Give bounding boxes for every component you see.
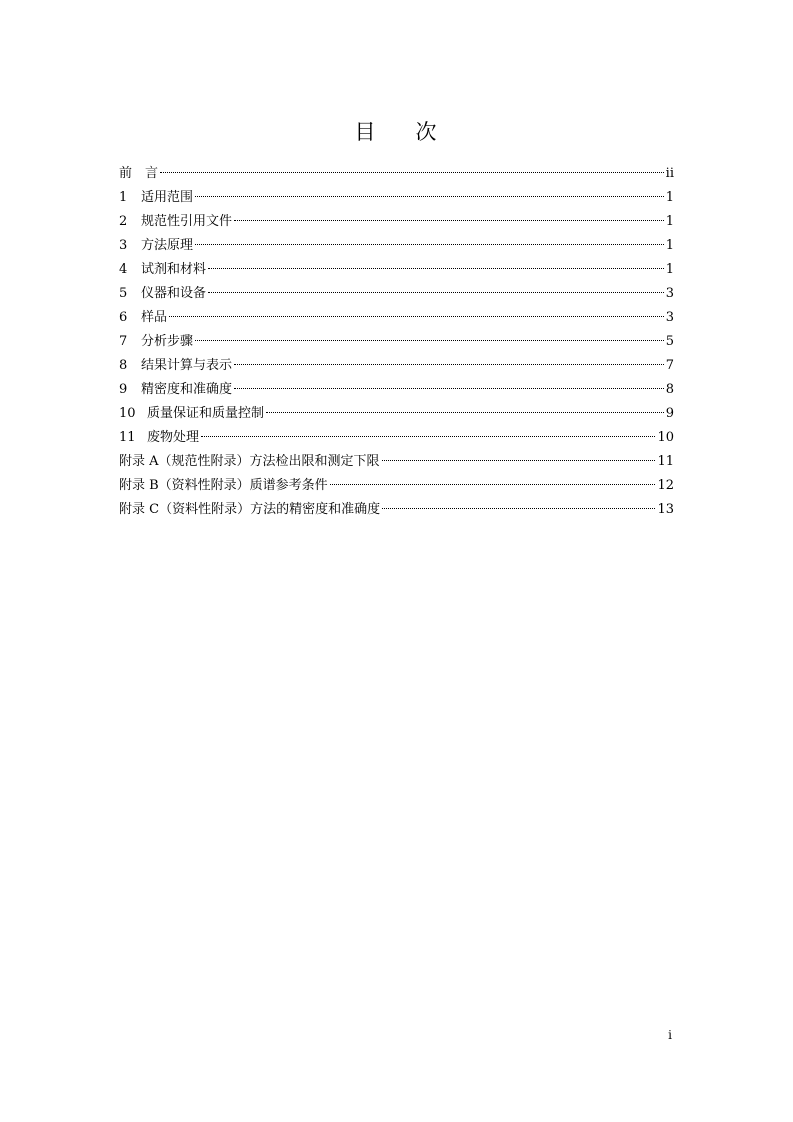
toc-entry-number: 7 xyxy=(119,334,128,349)
toc-dot-leader xyxy=(234,388,664,389)
toc-entry-page: 1 xyxy=(665,190,674,205)
toc-entry-number: 9 xyxy=(119,382,128,397)
toc-entry-label: 质量保证和质量控制 xyxy=(147,406,265,421)
toc-dot-leader xyxy=(330,484,656,485)
toc-entry-number: 3 xyxy=(119,238,128,253)
toc-entry-page: ii xyxy=(665,166,674,181)
toc-dot-leader xyxy=(169,316,664,317)
toc-entry-8[interactable] xyxy=(119,354,674,378)
toc-dot-leader xyxy=(208,292,664,293)
toc-dot-leader xyxy=(382,508,655,509)
toc-entry-number: 10 xyxy=(119,406,136,421)
toc-entry-label: 方法原理 xyxy=(141,238,194,253)
toc-entry-2[interactable] xyxy=(119,210,674,234)
toc-entry-page: 10 xyxy=(657,430,674,445)
toc-entry-page: 1 xyxy=(665,262,674,277)
toc-entry-page: 3 xyxy=(665,310,674,325)
toc-entry-label: 规范性引用文件 xyxy=(141,214,233,229)
toc-entry-page: 8 xyxy=(665,382,674,397)
toc-entry-page: 1 xyxy=(665,238,674,253)
toc-title-char-1: 目 xyxy=(354,120,378,144)
toc-entry-number: 6 xyxy=(119,310,128,325)
toc-list xyxy=(119,162,674,522)
toc-dot-leader xyxy=(234,220,664,221)
toc-entry-1[interactable] xyxy=(119,186,674,210)
toc-dot-leader xyxy=(266,412,664,413)
toc-entry-number: 8 xyxy=(119,358,128,373)
toc-dot-leader xyxy=(160,172,664,173)
toc-entry-10[interactable] xyxy=(119,402,674,426)
toc-entry-page: 13 xyxy=(657,502,674,517)
toc-entry-number: 1 xyxy=(119,190,128,205)
page-number: i xyxy=(668,1028,672,1042)
toc-entry-label: 前 言 xyxy=(119,166,159,181)
toc-dot-leader xyxy=(234,364,664,365)
toc-entry-4[interactable] xyxy=(119,258,674,282)
toc-entry-page: 9 xyxy=(665,406,674,421)
toc-entry-7[interactable] xyxy=(119,330,674,354)
toc-dot-leader xyxy=(208,268,664,269)
toc-dot-leader xyxy=(201,436,655,437)
toc-entry-label: 附录 A（规范性附录）方法检出限和测定下限 xyxy=(119,454,380,469)
toc-entry-page: 11 xyxy=(657,454,674,469)
toc-entry-appendix-b[interactable] xyxy=(119,474,674,498)
toc-entry-number: 5 xyxy=(119,286,128,301)
toc-entry-label: 适用范围 xyxy=(141,190,194,205)
toc-dot-leader xyxy=(382,460,656,461)
toc-dot-leader xyxy=(195,196,664,197)
toc-entry-label: 样品 xyxy=(141,310,168,325)
toc-entry-page: 1 xyxy=(665,214,674,229)
toc-entry-11[interactable] xyxy=(119,426,674,450)
toc-entry-5[interactable] xyxy=(119,282,674,306)
toc-entry-label: 精密度和准确度 xyxy=(141,382,233,397)
toc-entry-number: 2 xyxy=(119,214,128,229)
toc-entry-page: 3 xyxy=(665,286,674,301)
toc-entry-label: 废物处理 xyxy=(147,430,200,445)
toc-entry-label: 分析步骤 xyxy=(141,334,194,349)
toc-entry-appendix-a[interactable] xyxy=(119,450,674,474)
toc-title-char-2: 次 xyxy=(415,120,439,144)
toc-entry-label: 试剂和材料 xyxy=(141,262,207,277)
toc-entry-6[interactable] xyxy=(119,306,674,330)
toc-entry-number: 11 xyxy=(119,430,136,445)
toc-entry-appendix-c[interactable] xyxy=(119,498,674,522)
toc-entry-page: 12 xyxy=(657,478,674,493)
toc-dot-leader xyxy=(195,244,664,245)
toc-entry-page: 5 xyxy=(665,334,674,349)
toc-entry-label: 附录 C（资料性附录）方法的精密度和准确度 xyxy=(119,502,381,517)
toc-dot-leader xyxy=(195,340,664,341)
toc-entry-9[interactable] xyxy=(119,378,674,402)
toc-entry-3[interactable] xyxy=(119,234,674,258)
toc-entry-label: 结果计算与表示 xyxy=(141,358,233,373)
toc-entry-label: 附录 B（资料性附录）质谱参考条件 xyxy=(119,478,328,493)
toc-title xyxy=(0,116,793,146)
toc-entry-number: 4 xyxy=(119,262,128,277)
toc-entry-page: 7 xyxy=(665,358,674,373)
toc-entry-label: 仪器和设备 xyxy=(141,286,207,301)
toc-entry-foreword[interactable] xyxy=(119,162,674,186)
